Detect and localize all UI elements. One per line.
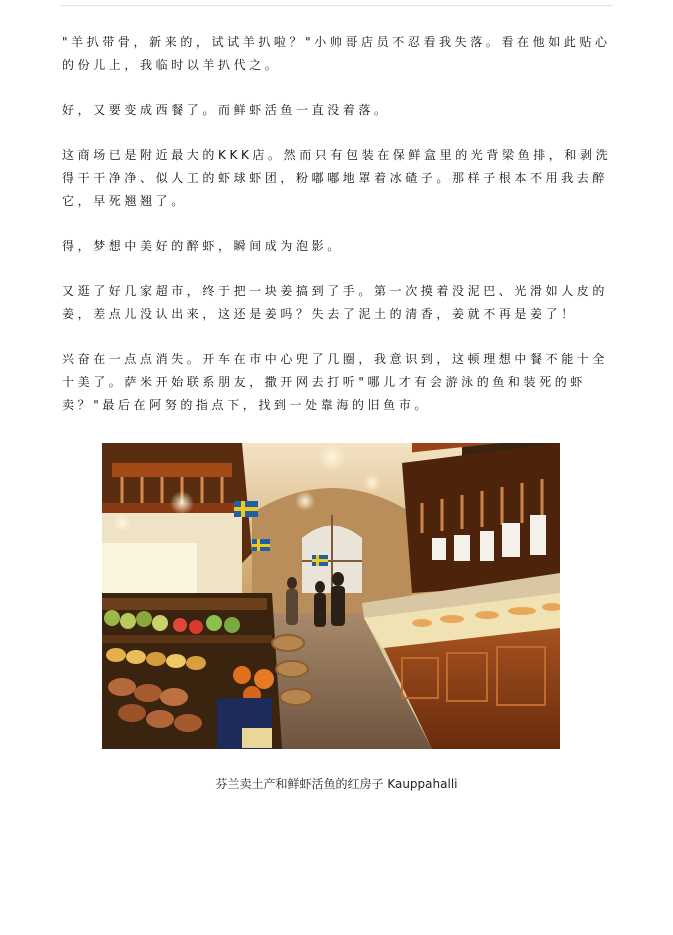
top-divider xyxy=(60,5,613,6)
photo-caption: 芬兰卖土产和鲜虾活鱼的红房子 Kauppahalli xyxy=(215,777,458,791)
market-hall-photo xyxy=(102,443,560,749)
article-paragraph: 好，又要变成西餐了。而鲜虾活鱼一直没着落。 xyxy=(62,103,390,117)
article-paragraph: 又逛了好几家超市，终于把一块姜搞到了手。第一次摸着没泥巴、光滑如人皮的姜，差点儿没认出来，这还是姜吗？失去了泥土的清香，姜就不再是姜了！ xyxy=(62,284,609,321)
article-paragraph: 兴奋在一点点消失。开车在市中心兜了几圈，我意识到，这顿理想中餐不能十全十美了。萨米开始联系朋友，撒开网去打听"哪儿才有会游泳的鱼和装死的虾卖？"最后在阿努的指点下，找到一处靠海的旧鱼市。 xyxy=(62,352,609,412)
article-paragraph: 这商场已是附近最大的KKK店。然而只有包装在保鲜盒里的光背梁鱼排，和剥洗得干干净净、似人工的虾球虾团，粉嘟嘟地罩着冰碴子。那样子根本不用我去醉它，早死翘翘了。 xyxy=(62,148,612,208)
article-paragraph: "羊扒带骨，新来的，试试羊扒啦？"小帅哥店员不忍看我失落。看在他如此贴心的份儿上，我临时以羊扒代之。 xyxy=(62,35,611,72)
article-body xyxy=(62,31,614,439)
article-paragraph: 得，梦想中美好的醉虾，瞬间成为泡影。 xyxy=(62,239,343,253)
